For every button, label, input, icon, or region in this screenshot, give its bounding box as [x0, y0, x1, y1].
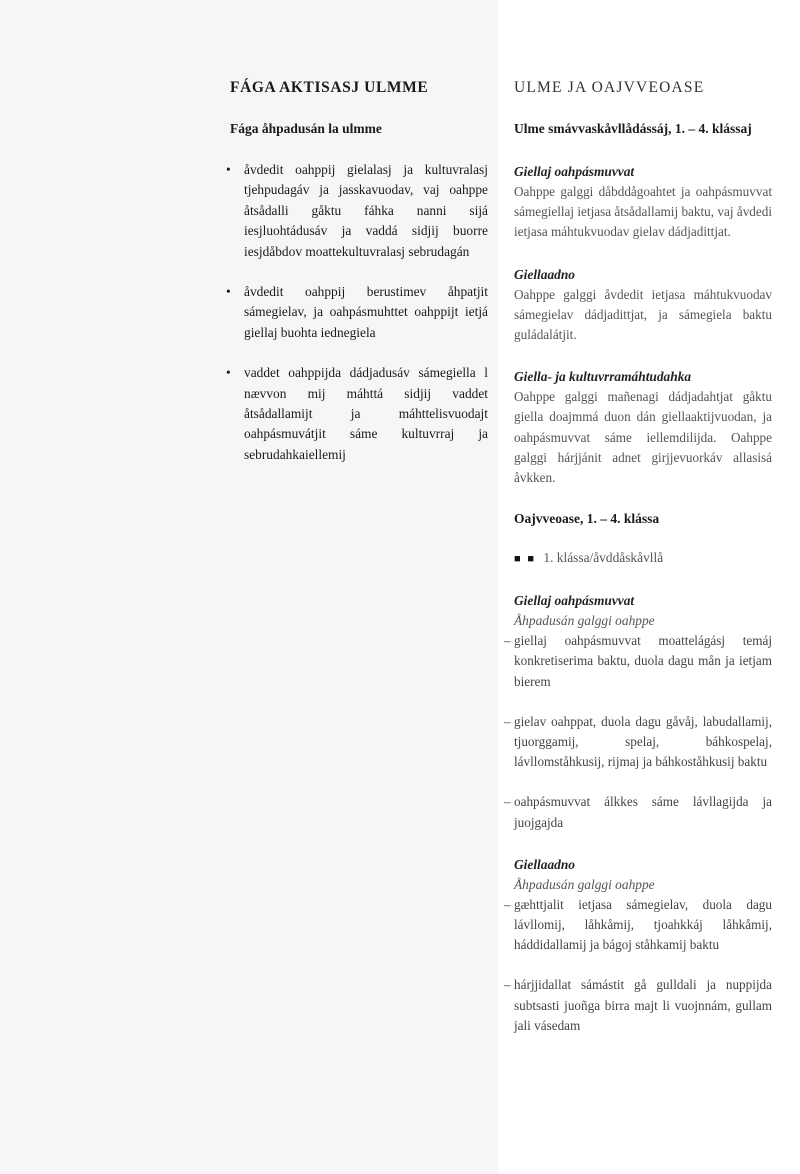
grade-label: 1. klássa/åvddåskåvllå: [543, 550, 664, 566]
list-item: – gæhttjalit ietjasa sámegielav, duola dagu lávllomij, låhkåmij, tjoahkkáj låhkåmij, háddidallamij ja bágoj ståhkamij baktu: [504, 896, 772, 953]
goal-item: • åvdedit oahppij gielalasj ja kultuvralasj tjehpudagáv ja jasskavuodav, vaj oahppe åtsådalli gåktu fáhka nanni sijá iesjluohtádusáv ja vaddá sidjij buorre iesjdåbdov moattekultuvralasj sebrudagán: [226, 162, 488, 259]
grade-line: [514, 548, 772, 569]
goals-list: [226, 160, 488, 465]
bullet-icon: •: [226, 162, 231, 177]
goal-item: • åvdedit oahppij berustimev åhpatjit sámegielav, ja oahpásmuhttet oahppijt ietjá giellaj buohta iednegiela: [226, 284, 488, 340]
section-text: Oahppe galggi mañenagi dádjadahtjat gåktu giella doajmmá duon dán giellaaktijvuodan, ja oahpásmuvvat sáme iellemdilijda. Oahppe galggi hárjjánit adnet girjjevuorkáv allasisá åvkken.: [514, 389, 772, 486]
left-subtitle: Fága åhpadusán la ulmme: [230, 121, 382, 136]
block-subheading: Åhpadusán galggi oahppe: [514, 613, 655, 629]
main-subtitle: Oajvveoase, 1. – 4. klássa: [514, 511, 660, 527]
section: [514, 265, 772, 346]
section-heading: Giellaj oahpásmuvvat: [514, 164, 635, 179]
goal-item: • vaddet oahppijda dádjadusáv sámegiella l nævvon mij máhttá sidjij vaddet åtsådallamijt ja máhttelisvuodajt oahpásmuvátjit sáme kultuvrraj ja sebrudahkaiellemij: [226, 365, 488, 462]
dash-list: [504, 631, 772, 833]
square-marker-icon: ■ ■: [514, 553, 537, 566]
right-column: [504, 78, 772, 1036]
section: [514, 162, 772, 243]
right-title: ULME JA OAJVVEOASE: [514, 79, 705, 96]
list-item: – gielav oahppat, duola dagu gåvåj, labudallamij, tjuorggamij, spelaj, báhkospelaj, lávllomståhkusij, rijmaj ja báhkoståhkusij baktu: [504, 713, 772, 770]
section-heading: Giella- ja kultuvrramáhtudahka: [514, 369, 692, 385]
bullet-icon: •: [226, 284, 231, 300]
content-block: [504, 855, 772, 1036]
block-heading: Giellaadno: [514, 856, 576, 872]
content-block: [504, 591, 772, 833]
left-column: [226, 78, 488, 485]
bullet-icon: •: [226, 365, 231, 381]
section-text: Oahppe galggi dåbddågoahtet ja oahpásmuvvat sámegiellaj ietjasa åtsådallamij baktu, vaj åvdedi ietjasa máhtukvuodav gielav dádjadittjat.: [514, 184, 772, 240]
block-heading: Giellaj oahpásmuvvat: [514, 593, 635, 609]
list-item: – hárjjidallat sámástit gå gulldali ja nuppijda subtsasti juoñga birra majt li vuojnnám, gullam jali vásedam: [504, 977, 772, 1033]
left-title: FÁGA AKTISASJ ULMME: [230, 79, 429, 96]
section-heading: Giellaadno: [514, 266, 576, 282]
right-subtitle: Ulme smávvaskåvllådássáj, 1. – 4. klássaj: [514, 121, 752, 136]
dash-list: [504, 895, 772, 1036]
section: [514, 367, 772, 488]
list-item: – oahpásmuvvat álkkes sáme lávllagijda ja juojgajda: [504, 794, 772, 830]
list-item: – giellaj oahpásmuvvat moattelágásj temáj konkretiserima baktu, duola dagu mån ja ietjam bierem: [504, 633, 772, 689]
block-subheading: Åhpadusán galggi oahppe: [514, 876, 655, 892]
section-text: Oahppe galggi åvdedit ietjasa máhtukvuodav sámegielav dádjadittjat, ja sámegiela baktu guládalátjit.: [514, 286, 772, 343]
